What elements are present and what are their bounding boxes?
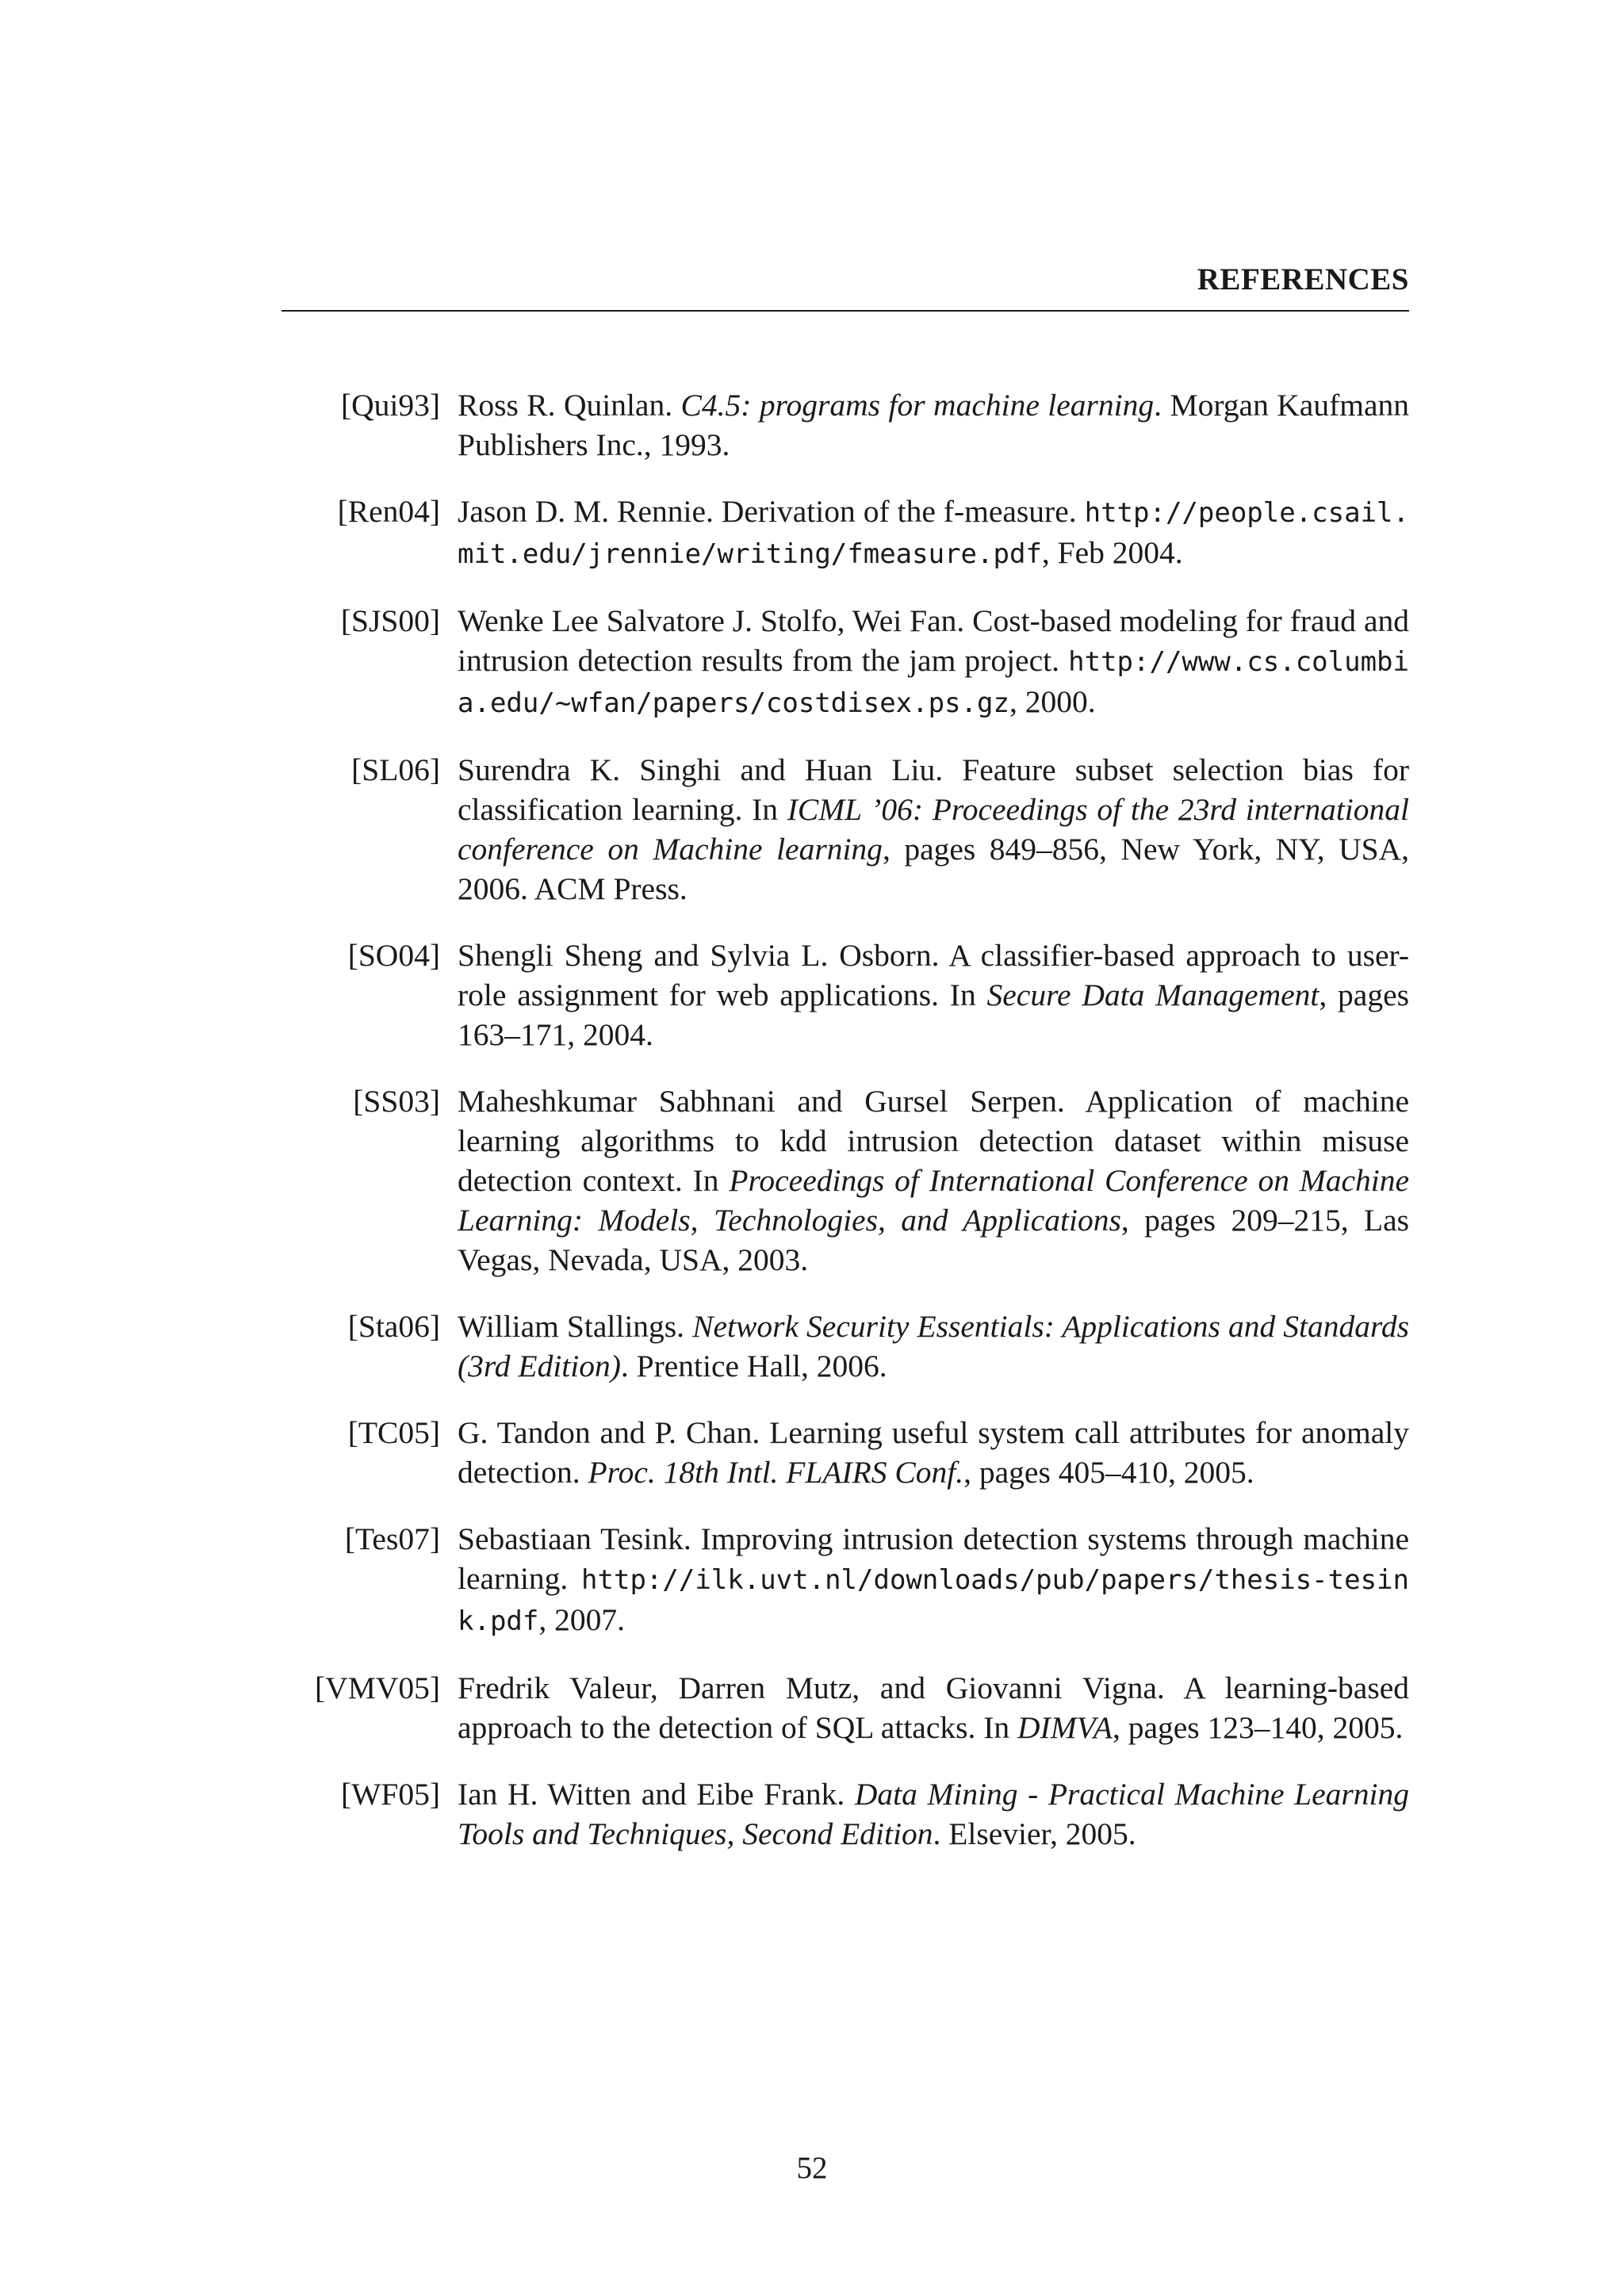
reference-text	[458, 1413, 1409, 1492]
reference-text	[458, 492, 1409, 574]
reference-text-segment: Fredrik Valeur, Darren Mutz, and Giovanni Vigna. A learning-based approach to the detection of SQL attacks. In	[458, 1670, 1409, 1745]
reference-key: [Qui93]	[340, 388, 440, 423]
reference-entry	[282, 1081, 1409, 1280]
reference-text-segment: , pages 849–856, New York, NY, USA, 2006. ACM Press.	[458, 832, 1409, 906]
reference-text-segment: . Elsevier, 2005.	[933, 1816, 1136, 1851]
reference-url[interactable]: http://ilk.uvt.nl/downloads/pub/papers/thesis-tesink.pdf	[458, 1564, 1409, 1637]
reference-key: [Ren04]	[337, 494, 440, 529]
reference-entry	[282, 492, 1409, 574]
reference-text	[458, 1519, 1409, 1641]
reference-title-italic: Secure Data Management	[986, 978, 1320, 1012]
reference-entry	[282, 1774, 1409, 1854]
reference-entry	[282, 750, 1409, 909]
reference-text-segment: , pages 209–215, Las Vegas, Nevada, USA, 2003.	[458, 1203, 1409, 1277]
reference-entry	[282, 1307, 1409, 1386]
reference-text-segment: Jason D. M. Rennie. Derivation of the f-measure.	[458, 494, 1085, 529]
reference-entry	[282, 1413, 1409, 1492]
reference-text	[458, 1307, 1409, 1386]
reference-url[interactable]: http://www.cs.columbia.edu/~wfan/papers/costdisex.ps.gz	[458, 646, 1409, 719]
reference-text-segment: Maheshkumar Sabhnani and Gursel Serpen. Application of machine learning algorithms to kdd intrusion detection dataset within misuse detection context. In	[458, 1084, 1409, 1198]
reference-key: [SO04]	[347, 938, 440, 973]
running-header: REFERENCES	[1197, 262, 1409, 297]
reference-list	[282, 385, 1409, 1881]
reference-title-italic: Proceedings of International Conference on Machine Learning: Models, Technologies, and Applications	[458, 1163, 1410, 1238]
reference-key: [SS03]	[353, 1084, 440, 1119]
reference-text	[458, 750, 1409, 909]
reference-entry	[282, 1668, 1409, 1747]
reference-text-segment: . Prentice Hall, 2006.	[620, 1349, 887, 1383]
reference-key: [VMV05]	[315, 1670, 440, 1705]
reference-text	[458, 936, 1409, 1054]
reference-text	[458, 1081, 1409, 1280]
reference-key: [Sta06]	[347, 1309, 440, 1344]
reference-text	[458, 1774, 1409, 1854]
reference-title-italic: DIMVA	[1017, 1710, 1113, 1745]
reference-text-segment: Wenke Lee Salvatore J. Stolfo, Wei Fan. Cost-based modeling for fraud and intrusion detection results from the jam project.	[458, 603, 1409, 678]
reference-key: [TC05]	[347, 1415, 440, 1450]
reference-text	[458, 385, 1409, 465]
page-number: 52	[796, 2151, 828, 2185]
reference-text-segment: Ian H. Witten and Eibe Frank.	[458, 1777, 855, 1812]
reference-text-segment: Ross R. Quinlan.	[458, 388, 681, 423]
reference-text	[458, 1668, 1409, 1747]
reference-text-segment: Sebastiaan Tesink. Improving intrusion detection systems through machine learning.	[458, 1521, 1409, 1596]
reference-title-italic: ICML ’06: Proceedings of the 23rd international conference on Machine learning	[458, 792, 1410, 867]
reference-entry	[282, 601, 1409, 723]
reference-key: [Tes07]	[344, 1521, 440, 1556]
reference-key: [SJS00]	[340, 603, 440, 638]
reference-text-segment: , pages 405–410, 2005.	[963, 1455, 1254, 1490]
reference-key: [SL06]	[351, 752, 440, 787]
reference-text-segment: , pages 123–140, 2005.	[1112, 1710, 1404, 1745]
reference-text-segment: William Stallings.	[458, 1309, 693, 1344]
reference-text-segment: , pages 163–171, 2004.	[458, 978, 1409, 1052]
reference-text-segment: , Feb 2004.	[1041, 535, 1183, 570]
reference-entry	[282, 1519, 1409, 1641]
reference-title-italic: C4.5: programs for machine learning	[680, 388, 1155, 423]
reference-entry	[282, 936, 1409, 1054]
reference-url[interactable]: http://people.csail.mit.edu/jrennie/writing/fmeasure.pdf	[458, 497, 1409, 570]
reference-title-italic: Data Mining - Practical Machine Learning Tools and Techniques, Second Edition	[458, 1777, 1409, 1851]
reference-text-segment: Surendra K. Singhi and Huan Liu. Feature subset selection bias for classification learning. In	[458, 752, 1409, 827]
reference-text-segment: , 2000.	[1009, 684, 1096, 719]
reference-text-segment: Shengli Sheng and Sylvia L. Osborn. A classifier-based approach to user-role assignment for web applications. In	[458, 938, 1409, 1012]
reference-text-segment: . Morgan Kaufmann Publishers Inc., 1993.	[458, 388, 1409, 462]
reference-text-segment: , 2007.	[538, 1602, 625, 1637]
reference-text-segment: G. Tandon and P. Chan. Learning useful system call attributes for anomaly detection.	[458, 1415, 1409, 1490]
reference-text	[458, 601, 1409, 723]
reference-title-italic: Network Security Essentials: Applications and Standards (3rd Edition)	[458, 1309, 1410, 1383]
reference-title-italic: Proc. 18th Intl. FLAIRS Conf.	[588, 1455, 964, 1490]
reference-key: [WF05]	[340, 1777, 440, 1812]
reference-entry	[282, 385, 1409, 465]
header-rule	[282, 310, 1409, 312]
